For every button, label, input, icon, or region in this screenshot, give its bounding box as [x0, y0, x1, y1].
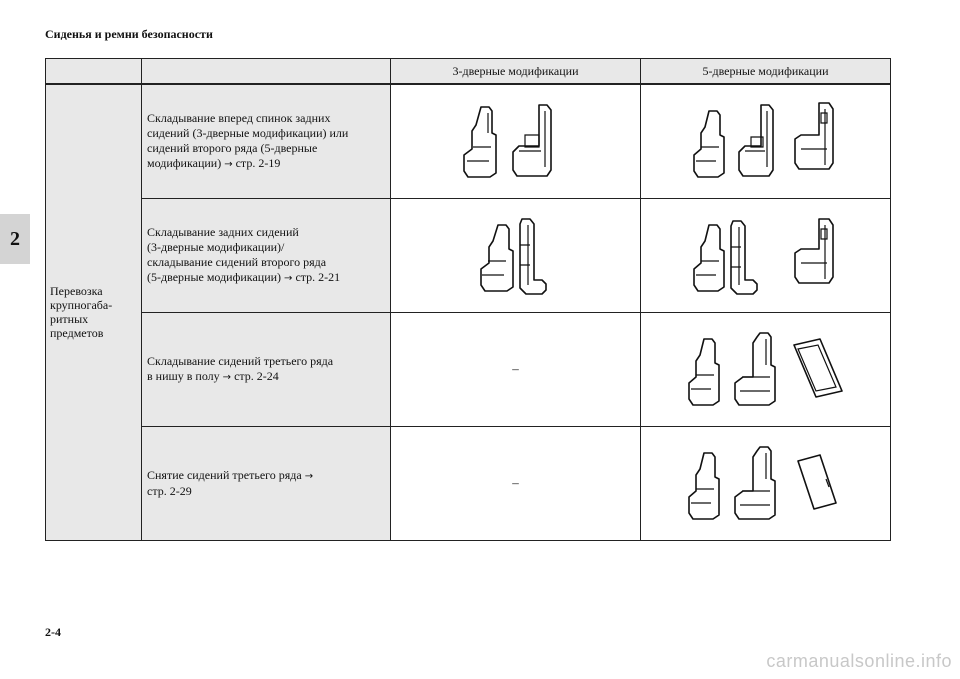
- not-applicable-dash: –: [512, 361, 519, 376]
- header-cell-empty: [46, 59, 142, 85]
- description-line: складывание сидений второго ряда: [147, 254, 327, 269]
- description-cell: [142, 312, 391, 426]
- arrow-right-icon: →: [284, 272, 293, 284]
- description-line: Складывание вперед спинок задних: [147, 110, 331, 125]
- description-cell: [142, 84, 391, 198]
- page-number: 2-4: [45, 625, 61, 639]
- description-line: сидений (3-дверные модификации) или: [147, 125, 349, 140]
- seat-icon: [689, 453, 719, 519]
- illustration-3-door-cell: [391, 198, 641, 312]
- illustration-3-door-cell: [391, 312, 641, 426]
- seat-configuration-table: [45, 58, 891, 541]
- seat-icon: [464, 107, 496, 177]
- rear-seats-folded-5-door-illustration: [691, 215, 841, 295]
- third-row-removed-illustration: [686, 443, 846, 523]
- not-applicable-dash: –: [512, 475, 519, 490]
- table-row: [46, 84, 891, 198]
- page-reference-link[interactable]: стр. 2-24: [234, 368, 279, 383]
- third-row-seat-icon: [795, 103, 833, 169]
- table-row: [46, 312, 891, 426]
- header-cell-3-door: 3-дверные модификации: [391, 59, 641, 85]
- header-cell-empty: [142, 59, 391, 85]
- arrow-right-icon: →: [304, 470, 314, 482]
- third-row-stowed-illustration: [686, 329, 846, 409]
- description-line: Складывание сидений третьего ряда: [147, 353, 334, 368]
- seat-icon: [694, 111, 724, 177]
- page-reference-link[interactable]: стр. 2-29: [147, 483, 192, 498]
- seat-backs-folded-5-door-illustration: [691, 101, 841, 181]
- illustration-5-door-cell: [641, 198, 891, 312]
- illustration-3-door-cell: [391, 84, 641, 198]
- rear-seats-folded-3-door-illustration: [476, 215, 556, 295]
- category-line: крупногаба-: [50, 298, 113, 313]
- description-text: Снятие сидений третьего ряда: [147, 467, 302, 482]
- table-row: [46, 198, 891, 312]
- description-text: модификации): [147, 155, 222, 170]
- description-text: (5-дверные модификации): [147, 269, 282, 284]
- description-line: [147, 369, 384, 385]
- page-reference-link[interactable]: стр. 2-19: [235, 155, 281, 170]
- description-line: [147, 484, 384, 499]
- illustration-5-door-cell: [641, 426, 891, 540]
- seat-backs-folded-3-door-illustration: [461, 101, 571, 181]
- folded-seat-icon: [731, 221, 757, 294]
- floor-cover-icon: [798, 455, 836, 509]
- description-line: [147, 270, 384, 286]
- second-row-seat-icon: [735, 447, 775, 519]
- illustration-3-door-cell: [391, 426, 641, 540]
- arrow-right-icon: →: [224, 158, 233, 170]
- description-line: [147, 156, 384, 172]
- second-row-seat-icon: [735, 333, 775, 405]
- illustration-5-door-cell: [641, 84, 891, 198]
- description-line: [147, 468, 384, 484]
- page-header-title: Сиденья и ремни безопасности: [45, 27, 213, 41]
- category-line: ритных: [50, 312, 89, 327]
- description-line: сидений второго ряда (5-дверные: [147, 140, 318, 155]
- category-cell: [46, 84, 142, 540]
- page-reference-link[interactable]: стр. 2-21: [295, 269, 341, 284]
- watermark: carmanualsonline.info: [766, 651, 952, 671]
- table-header-row: [46, 59, 891, 85]
- folded-seat-icon: [520, 219, 546, 294]
- seat-icon: [694, 225, 724, 291]
- arrow-right-icon: →: [222, 371, 232, 383]
- seat-icon: [481, 225, 513, 291]
- floor-recess-icon: [794, 339, 842, 397]
- description-cell: [142, 198, 391, 312]
- description-cell: [142, 426, 391, 540]
- folded-seat-icon: [513, 105, 551, 176]
- third-row-seat-icon: [795, 219, 833, 283]
- illustration-5-door-cell: [641, 312, 891, 426]
- description-line: (3-дверные модификации)/: [147, 239, 285, 254]
- category-line: предметов: [50, 326, 104, 341]
- seat-icon: [689, 339, 719, 405]
- chapter-tab: 2: [0, 214, 30, 264]
- description-text: в нишу в полу: [147, 368, 220, 383]
- description-line: Складывание задних сидений: [147, 224, 299, 239]
- table-row: [46, 426, 891, 540]
- header-cell-5-door: 5-дверные модификации: [641, 59, 891, 85]
- category-line: Перевозка: [50, 284, 103, 299]
- folded-seat-icon: [739, 105, 773, 176]
